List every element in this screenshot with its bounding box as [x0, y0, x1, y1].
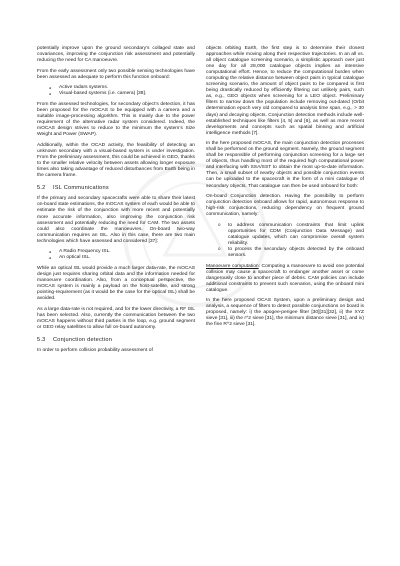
bullet-list: [37, 249, 195, 261]
paragraph: If the primary and secondary spacecrafts were able to share their latest on-board state estimations, the mOCAS system of each would be able to estimate the risk of the conjunction with more recent and potentially more accurate information, also improving the conjunction risk assessment and potentially reducing the need for CAM. The two assets could also coordinate the manoeuvres. On-board two-way communication requires an ISL. Also in this case, there are two main technologies which have assessed and considered [37]:: [37, 196, 195, 244]
bullet-list: [206, 223, 364, 259]
list-item: ● An optical ISL.: [59, 255, 195, 261]
section-heading: [37, 185, 195, 192]
left-column: [37, 46, 195, 359]
section-number: 5.2: [37, 184, 46, 191]
list-item: ● Active radars systems.: [59, 85, 195, 91]
paragraph: From the early assessment only two possible sensing technologies have been assessed as adequate to perform this function onboard:: [37, 68, 195, 80]
list-item: o to address communication constraints that limit uplink opportunities for CDM (Conjunction Data Message) and catalogue updates, which can compromise overall system reliability.: [228, 223, 364, 247]
paragraph: As a large data-rate is not required, and for the lower directivity, a RF ISL has been selected. Also, currently the communication between the two mOCAS happens without third parties in the loop, e.g. ground segment or GEO relay satellites to allow full on-board autonomy.: [37, 306, 195, 330]
section-heading: [37, 337, 195, 344]
paragraph: In the here proposed mOCAS, the main conjunction detection processes shall be performed on the ground segment. Namely, the ground segment shall be responsible of performing conjunction screening for a large set of objects, thus handling most of the required high computational power and interfacing with SSA/SST to obtain the most up-to-date information. Then, a small subset of nearby objects and possible conjunction events can be uploaded to the spacecraft in the form of a mini catalogue of secondary objects. That catalogue can then be used onboard for both:: [206, 141, 364, 189]
section-title: ISL Communications: [53, 184, 109, 191]
paragraph: On-board Conjunction detection. Having the possibility to perform conjunction detection onboard allows for rapid, autonomous response to high-risk conjunctions, reducing dependency on frequent ground communication, namely:: [206, 194, 364, 218]
paragraph: potentially improve upon the ground secondary’s collaged state and covariances, improving the conjunction risk assessment and potentially reducing the need for CA manoeuvre.: [37, 46, 195, 64]
bullet-list: [37, 85, 195, 97]
paragraph: objects orbiting Earth, the first step is to determine their closest approaches while moving along their respective trajectories. In an all vs. all object catalogue screening scenario, a simplistic approach over just one day for all 28,000 catalogue objects implies an intensive computational effort. Hence, to reduce the computational burden when computing the relative distance between object pairs in typical catalogue screening scenario, the amount of object pairs to be compared is first being drastically reduced by efficiently filtering out unlikely pairs, such as, e.g., GEO objects when screening for a LEO object. Preliminary filters to narrow down the population include removing out-dated (Orbit determination epoch very old compared to analysis time span, e.g., > 30 days) and decaying objects. Conjunction detection methods include well-established techniques like filters [4, 5] and [6], as well as more recent developments and concepts such as spatial binning and artificial intelligence methods [7].: [206, 46, 364, 136]
paragraph: Additionally, within the OCAD activity, the feasibility of detecting an unknown secondary with a visual-based system is under investigation. From the preliminary assessment, this could be achieved in GEO, thanks to the smaller relative velocity between assets allowing longer exposure times also taking advantage of reduced disturbances from Earth being in the camera frame.: [37, 142, 195, 178]
paragraph: [206, 264, 364, 294]
paragraph: While an optical ISL would provide a much larger data-rate, the mOCAS design just requires sharing orbital data and the information needed for manoeuvre coordination. Also, from a conceptual perspective, the mOCAS system is mainly a payload on the host-satellite, and strong pointing-requirement (as it would be the case for the optical ISL) shall be avoided.: [37, 265, 195, 302]
paragraph-text: : Computing a manoeuvre to avoid one potential collision may cause a spacecraft to endanger another asset or come dangerously close to another piece of debris. CAM policies can include additional constraints to prevent such scenarios, using the onboard mini catalogue.: [206, 263, 364, 293]
section-number: 5.3: [37, 336, 46, 343]
list-item: o to process the secondary objects detected by the onboard sensors.: [228, 247, 364, 259]
paragraph: In order to perform collision probability assessment of: [37, 348, 153, 354]
paragraph: In the here proposed OCAS System, upon a preliminary design and analysis, a sequence of filters to detect possible conjunctions on board is proposed, namely: i) the apogee-perigee filter [30][31][32], ii) the XYZ sieve [31], iii) the r^2 sieve [31], the minimum distance sieve [31], and iv) the fine R^2 sieve [31].: [206, 298, 364, 328]
list-item: ● Visual-based systems (i.e. camera) [38].: [59, 91, 195, 97]
paragraph: From the assessed technologies, for secondary object’s detection, it has been proposed for the mOCAS to be equipped with a camera and a suitable image-processing algorithm. This is mainly due to the power requirement of the alternative radar system considered. Indeed, the mOCAS design strives to reduce to the minimum the system’s Size Weight and Power (SWAP).: [37, 101, 195, 138]
right-column: [206, 46, 364, 333]
list-item: ● A Radio Frequency ISL.: [59, 249, 195, 255]
underlined-term: Manoeuvre computation: [206, 263, 259, 269]
section-title: Conjunction detection: [53, 336, 113, 343]
